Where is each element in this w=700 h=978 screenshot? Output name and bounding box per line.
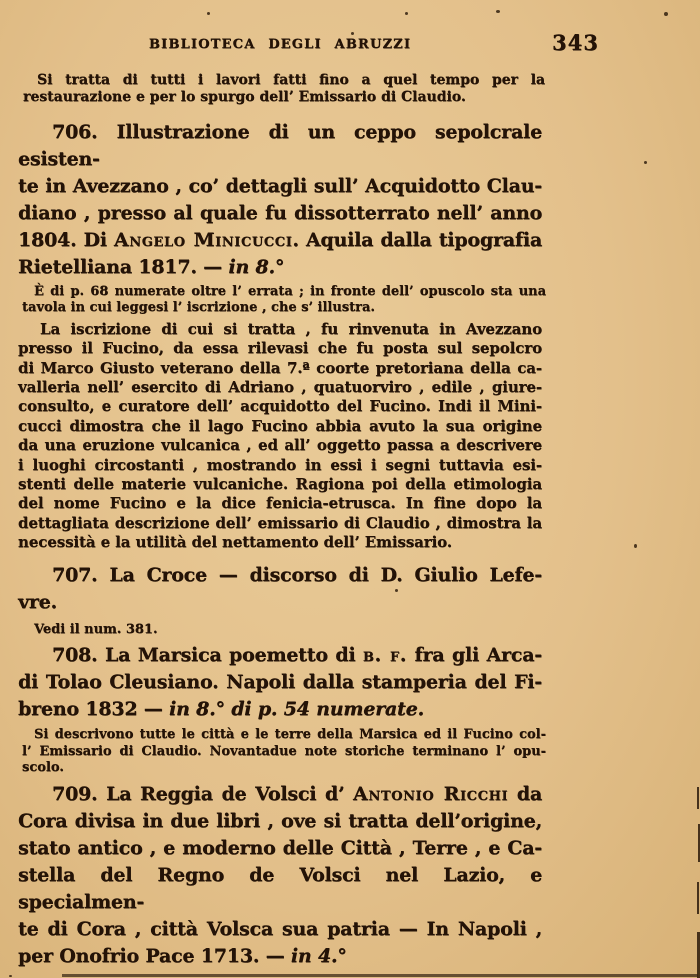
smallcaps-run: Angelo Minicucci — [113, 229, 293, 251]
text-line — [18, 669, 542, 696]
scan-speck — [664, 12, 668, 16]
text-run: diano , presso al quale fu dissotterrato nell’ anno — [18, 202, 542, 224]
text-line — [18, 378, 542, 397]
italic-run: in 8.° — [228, 256, 285, 278]
text-line — [18, 514, 542, 533]
text-line — [22, 727, 546, 743]
text-run: i luoghi circostanti , mostrando in essi i segni tuttavia esi- — [18, 455, 542, 474]
text-line — [18, 417, 542, 436]
text-line — [18, 533, 542, 552]
text-run: Si descrivono tutte le città e le terre della Marsica ed il Fucino col- — [34, 727, 546, 743]
smallcaps-run: Antonio Ricchi — [353, 783, 509, 806]
text-line — [23, 72, 545, 89]
text-run: te in Avezzano , co’ dettagli sull’ Acquidotto Clau- — [18, 175, 542, 197]
text-line — [18, 781, 542, 808]
text-run: di Marco Giusto veterano della 7.ª coorte pretoriana della ca- — [18, 358, 542, 377]
text-line — [23, 89, 545, 106]
smallcaps-run: b. f. — [362, 644, 408, 667]
text-run: vre. — [18, 590, 57, 613]
text-line — [18, 436, 542, 455]
block-entry-1 — [18, 119, 542, 281]
scan-speck — [207, 12, 210, 15]
text-line — [18, 254, 542, 281]
text-run: da una eruzione vulcanica , ed all’ oggetto passa a descrivere — [18, 436, 542, 455]
scan-speck — [351, 32, 354, 35]
block-note-2 — [22, 284, 546, 317]
text-run: te di Cora , città Volsca sua patria — In Napoli , — [18, 918, 542, 941]
text-line — [18, 589, 542, 616]
text-line — [18, 916, 542, 943]
text-line — [18, 339, 542, 358]
page-header — [0, 0, 700, 58]
block-entry-4 — [18, 562, 542, 616]
text-line — [18, 119, 542, 173]
text-run: di Tolao Cleusiano. Napoli dalla stamperia del Fi- — [18, 671, 542, 694]
right-edge-mark — [697, 932, 700, 978]
text-line — [18, 835, 542, 862]
text-line — [18, 200, 542, 227]
block-intro-note-0 — [23, 72, 545, 106]
scan-speck — [395, 589, 398, 592]
page-number: 343 — [552, 30, 599, 55]
text-line — [22, 760, 546, 776]
text-run: cucci dimostra che il lago Fucino abbia avuto la sua origine — [18, 416, 542, 435]
text-run: consulto, e curatore dell’ acquidotto del Fucino. Indi il Mini- — [18, 397, 542, 416]
text-line — [18, 696, 542, 723]
text-line — [18, 642, 542, 669]
text-run: Rietelliana 1817. — — [18, 256, 229, 278]
text-line — [18, 562, 542, 589]
text-run: La iscrizione di cui si tratta , fu rinvenuta in Avezzano — [40, 319, 542, 338]
block-note-7 — [22, 727, 546, 776]
text-run: 706. Illustrazione di un ceppo sepolcrale esisten- — [18, 121, 542, 170]
text-line — [18, 943, 542, 970]
text-run: necessità e la utilità del nettamento dell’ Emissario. — [18, 533, 452, 552]
text-run: tavola in cui leggesi l’ iscrizione , che s’ illustra. — [22, 300, 375, 316]
bottom-edge-line — [62, 974, 698, 977]
scan-speck — [634, 544, 637, 548]
scan-speck — [644, 161, 647, 164]
text-run: stato antico , e moderno delle Città , Terre , e Ca- — [18, 837, 542, 860]
text-line — [18, 475, 542, 494]
text-line — [22, 744, 546, 760]
text-run: breno 1832 — — [18, 698, 169, 721]
text-run: È di p. 68 numerate oltre l’ errata ; in fronte dell’ opuscolo sta una — [34, 284, 546, 299]
text-run: valleria nell’ esercito di Adriano , quatuorviro , edile , giure- — [18, 378, 542, 397]
text-line — [18, 456, 542, 475]
text-line — [22, 300, 546, 316]
text-run: l’ Emissario di Claudio. Novantadue note storiche terminano l’ opu- — [22, 743, 546, 759]
text-line — [18, 808, 542, 835]
text-run: 707. La Croce — discorso di D. Giulio Lefe- — [52, 563, 542, 586]
block-entry-6 — [18, 642, 542, 723]
text-run: presso il Fucino, da essa rilevasi che fu posta sul sepolcro — [18, 339, 542, 358]
italic-run: in 8.° di p. 54 numerate. — [169, 698, 424, 721]
text-run: scolo. — [22, 759, 64, 775]
text-line — [18, 359, 542, 378]
text-run: Si tratta di tutti i lavori fatti fino a quel tempo per la — [37, 72, 545, 88]
text-line — [18, 320, 542, 339]
block-entry-8 — [18, 781, 542, 970]
running-title: BIBLIOTECA DEGLI ABRUZZI — [148, 37, 412, 52]
text-run: restaurazione e per lo spurgo dell’ Emissario di Claudio. — [23, 89, 466, 105]
text-run: Vedi il num. 381. — [34, 621, 158, 637]
text-run: 708. La Marsica poemetto di — [52, 644, 363, 667]
text-line — [18, 494, 542, 513]
text-run: stenti delle materie vulcaniche. Ragiona poi della etimologia — [18, 475, 542, 494]
text-line — [18, 397, 542, 416]
text-run: 709. La Reggia de Volsci d’ — [52, 783, 354, 806]
text-line — [18, 227, 542, 254]
text-line — [18, 862, 542, 916]
scan-speck — [9, 975, 12, 977]
text-run: 1804. Di — [18, 229, 114, 251]
text-run: del nome Fucino e la dice fenicia-etrusca. In fine dopo la — [18, 494, 542, 513]
right-edge-mark — [698, 824, 700, 862]
text-run: per Onofrio Pace 1713. — — [18, 945, 291, 968]
text-column — [18, 72, 546, 970]
text-run: dettagliata descrizione dell’ emissario di Claudio , dimostra la — [18, 513, 542, 532]
text-line — [18, 173, 542, 200]
text-run: Cora divisa in due libri , ove si tratta dell’origine, — [18, 810, 542, 833]
block-para-3 — [18, 320, 542, 553]
scan-speck — [496, 10, 500, 13]
italic-run: in 4.° — [290, 945, 347, 968]
right-edge-mark — [697, 882, 699, 914]
right-edge-mark — [697, 787, 699, 809]
scan-speck — [405, 12, 408, 15]
text-line — [22, 284, 546, 300]
text-run: da — [508, 783, 542, 806]
text-run: . Aquila dalla tipografia — [292, 229, 542, 251]
text-line — [22, 622, 546, 638]
block-note-5 — [22, 622, 546, 638]
text-run: fra gli Arca- — [407, 644, 542, 667]
text-run: stella del Regno de Volsci nel Lazio, e specialmen- — [18, 864, 542, 914]
